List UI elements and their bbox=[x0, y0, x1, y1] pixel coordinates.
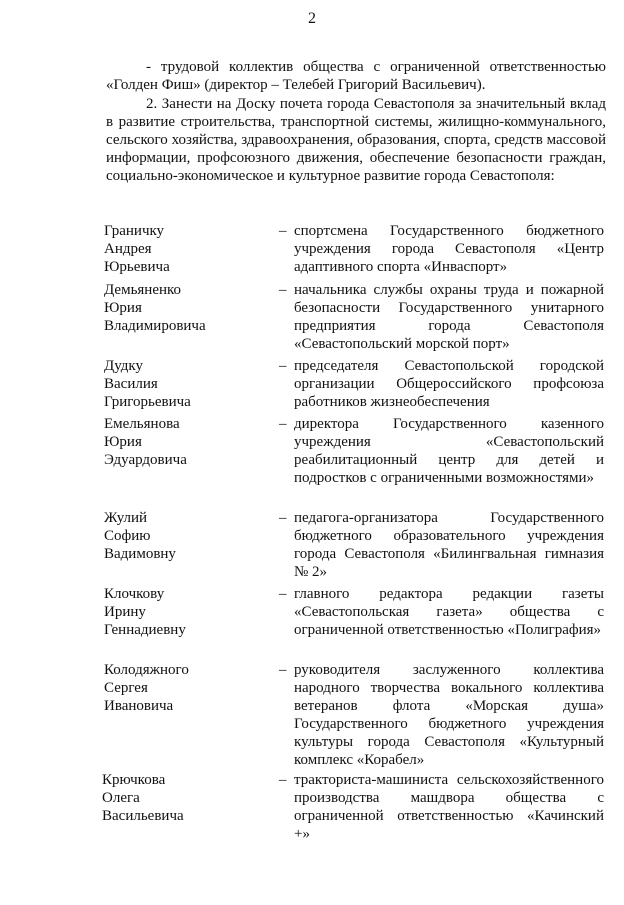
person-first-name: Ирину bbox=[104, 604, 146, 620]
person-surname: Крючкова bbox=[102, 772, 166, 788]
person-description: начальника службы охраны труда и пожарной безопасности Государственного унитарного предприятия города Севастополя «Севастопольский морской порт» bbox=[294, 282, 604, 352]
person-name bbox=[104, 661, 284, 715]
person-name bbox=[104, 222, 284, 276]
person-description: директора Государственного казенного учреждения «Севастопольский реабилитационный центр для детей и подростков с ограниченными возможностями» bbox=[294, 416, 604, 486]
person-first-name: Юрия bbox=[104, 300, 142, 316]
person-description: тракториста-машиниста сельскохозяйственного производства машдвора общества с ограниченной ответственностью «Качинский +» bbox=[294, 772, 604, 842]
person-patronymic: Геннадиевну bbox=[104, 622, 186, 638]
person-patronymic: Эдуардовича bbox=[104, 452, 187, 468]
person-surname: Клочкову bbox=[104, 586, 165, 602]
dash-separator: – bbox=[279, 282, 287, 298]
person-first-name: Юрия bbox=[104, 434, 142, 450]
person-description: спортсмена Государственного бюджетного учреждения города Севастополя «Центр адаптивного спорта «Инваспорт» bbox=[294, 223, 604, 275]
person-patronymic: Владимировича bbox=[104, 318, 206, 334]
person-description: главного редактора редакции газеты «Севастопольская газета» общества с ограниченной ответственностью «Полиграфия» bbox=[294, 586, 604, 638]
person-first-name: Софию bbox=[104, 528, 151, 544]
person-surname: Жулий bbox=[104, 510, 148, 526]
person-name bbox=[104, 585, 284, 639]
person-surname: Дудку bbox=[104, 358, 143, 374]
person-name bbox=[104, 357, 284, 411]
person-first-name: Олега bbox=[102, 790, 140, 806]
person-patronymic: Ивановича bbox=[104, 698, 174, 714]
person-first-name: Василия bbox=[104, 376, 158, 392]
person-description: руководителя заслуженного коллектива народного творчества вокального коллектива ветеранов флота «Морская душа» Государственного бюджетного учреждения культуры города Севастополя «Культурный комплекс «Корабел» bbox=[294, 662, 604, 768]
person-name bbox=[102, 771, 282, 825]
person-surname: Емельянова bbox=[104, 416, 180, 432]
person-patronymic: Вадимовну bbox=[104, 546, 176, 562]
intro-paragraph-honor-board: 2. Занести на Доску почета города Севастополя за значительный вклад в развитие строительства, транспортной системы, жилищно-коммунального, сельского хозяйства, здравоохранения, образования, спорта, средств массовой информации, профсоюзного движения, обеспечение безопасности граждан, социально-экономическое и культурное развитие города Севастополя: bbox=[106, 96, 606, 184]
person-first-name: Андрея bbox=[104, 241, 152, 257]
dash-separator: – bbox=[279, 223, 287, 239]
person-name bbox=[104, 509, 284, 563]
dash-separator: – bbox=[279, 586, 287, 602]
intro-section bbox=[106, 58, 606, 185]
intro-paragraph-collective: - трудовой коллектив общества с ограниченной ответственностью «Голден Фиш» (директор – Телебей Григорий Васильевич). bbox=[106, 59, 606, 93]
person-patronymic: Васильевича bbox=[102, 808, 184, 824]
person-surname: Демьяненко bbox=[104, 282, 182, 298]
dash-separator: – bbox=[279, 510, 287, 526]
dash-separator: – bbox=[279, 662, 287, 678]
person-description: председателя Севастопольской городской организации Общероссийского профсоюза работников жизнеобеспечения bbox=[294, 358, 604, 410]
person-patronymic: Юрьевича bbox=[104, 259, 170, 275]
page-number: 2 bbox=[308, 10, 316, 27]
person-surname: Колодяжного bbox=[104, 662, 189, 678]
dash-separator: – bbox=[279, 358, 287, 374]
person-name bbox=[104, 281, 284, 335]
dash-separator: – bbox=[279, 416, 287, 432]
person-first-name: Сергея bbox=[104, 680, 148, 696]
dash-separator: – bbox=[279, 772, 287, 788]
person-surname: Граничку bbox=[104, 223, 165, 239]
person-description: педагога-организатора Государственного бюджетного образовательного учреждения города Севастополя «Билингвальная гимназия № 2» bbox=[294, 510, 604, 580]
person-patronymic: Григорьевича bbox=[104, 394, 191, 410]
person-name bbox=[104, 415, 284, 469]
